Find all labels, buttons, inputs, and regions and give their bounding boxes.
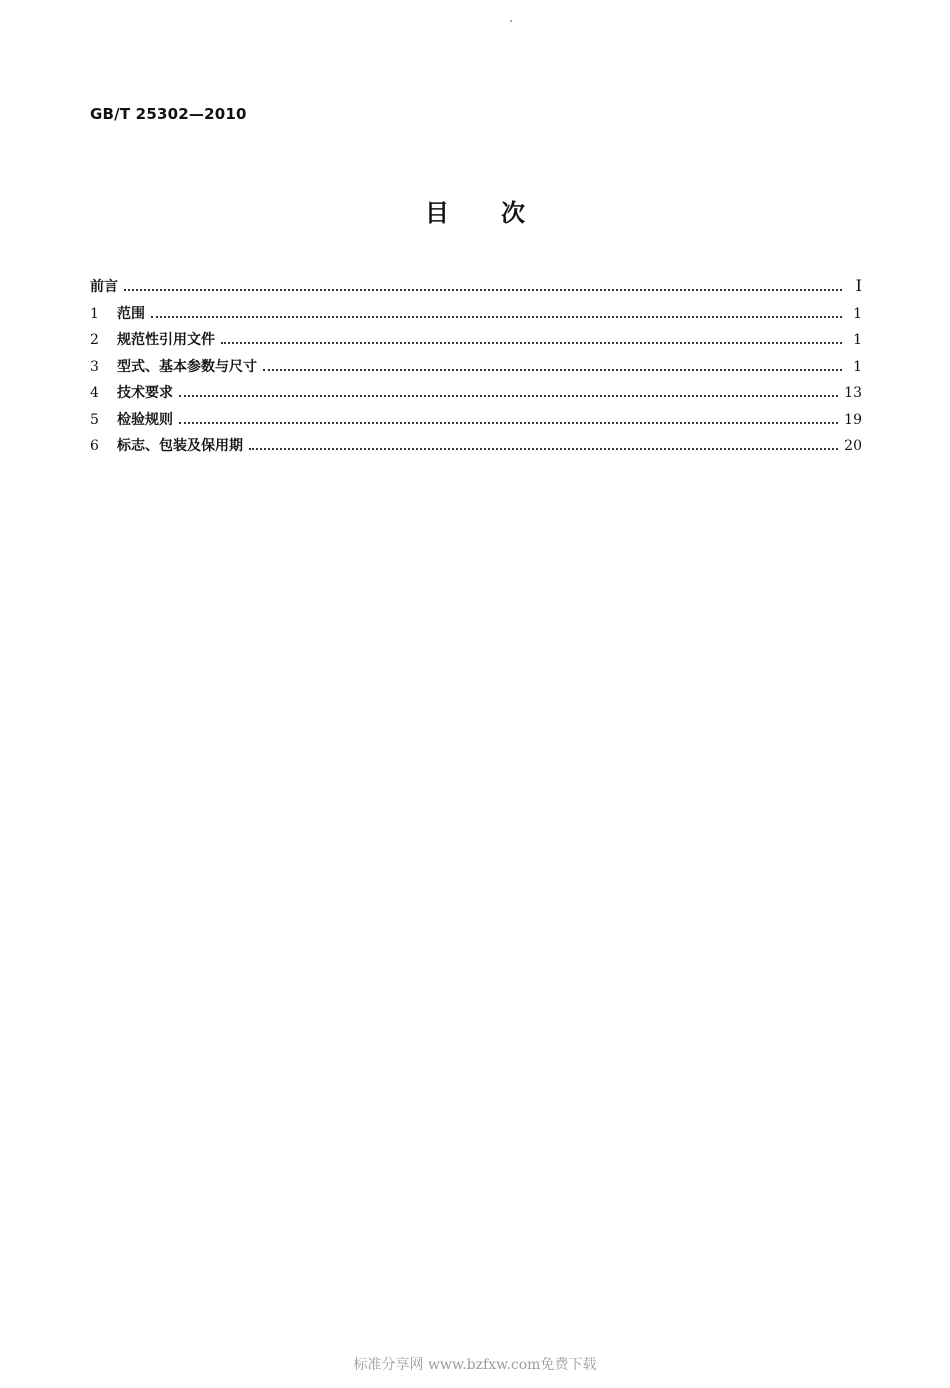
- toc-entry-marking-packaging[interactable]: [90, 435, 862, 462]
- toc-leader-dots: [179, 395, 838, 397]
- toc-entry-foreword[interactable]: [90, 276, 862, 303]
- toc-entry-page: 19: [844, 411, 862, 428]
- toc-entry-label: 范围: [117, 305, 145, 322]
- toc-entry-normative-references[interactable]: [90, 329, 862, 356]
- toc-entry-page: 13: [844, 385, 862, 401]
- toc-entry-label: 规范性引用文件: [117, 332, 215, 348]
- toc-entry-page: I: [855, 276, 862, 295]
- toc-entry-types-parameters[interactable]: [90, 356, 862, 383]
- toc-entry-number: 5: [90, 411, 99, 428]
- toc-entry-number: 4: [90, 385, 99, 401]
- toc-leader-dots: [249, 448, 838, 450]
- toc-entry-page: 1: [853, 358, 862, 375]
- toc-entry-page: 20: [844, 438, 862, 454]
- toc-leader-dots: [151, 316, 842, 318]
- toc-leader-dots: [124, 289, 842, 291]
- toc-entry-label: 标志、包装及保用期: [117, 438, 243, 454]
- toc-leader-dots: [221, 342, 842, 344]
- table-of-contents: [90, 276, 862, 462]
- standard-code: GB/T 25302—2010: [90, 105, 247, 123]
- toc-leader-dots: [179, 422, 838, 424]
- toc-entry-number: 2: [90, 332, 99, 348]
- toc-entry-technical-requirements[interactable]: [90, 382, 862, 409]
- toc-entry-number: 3: [90, 358, 99, 375]
- toc-entry-inspection-rules[interactable]: [90, 409, 862, 436]
- toc-title: 目次: [425, 199, 577, 227]
- toc-entry-page: 1: [853, 305, 862, 322]
- toc-entry-label: 技术要求: [117, 385, 173, 401]
- toc-entry-number: 1: [90, 305, 99, 322]
- toc-entry-label: 检验规则: [117, 411, 173, 428]
- toc-entry-number: 6: [90, 438, 99, 454]
- toc-leader-dots: [263, 369, 842, 371]
- toc-entry-scope[interactable]: [90, 303, 862, 330]
- scan-speck: [510, 20, 512, 22]
- toc-entry-page: 1: [853, 332, 862, 348]
- footer-watermark: 标准分享网 www.bzfxw.com免费下载: [353, 1357, 597, 1373]
- toc-entry-label: 型式、基本参数与尺寸: [117, 358, 257, 375]
- toc-entry-label: 前言: [90, 279, 118, 295]
